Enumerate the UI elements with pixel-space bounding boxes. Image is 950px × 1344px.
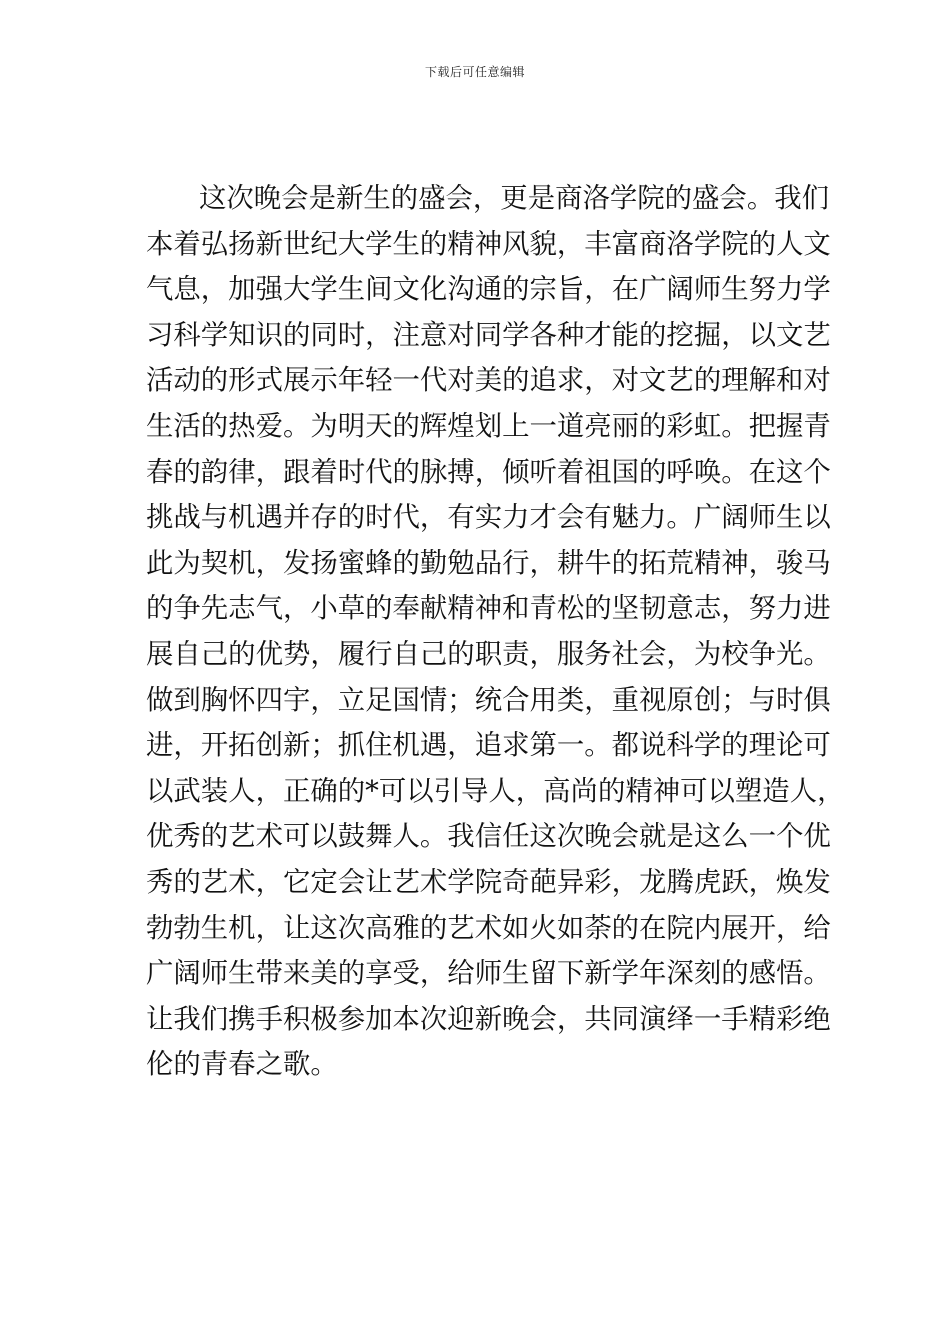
paragraph-line: 以武装人，正确的*可以引导人，高尚的精神可以塑造人， <box>146 775 845 807</box>
paragraph-line: 广阔师生带来美的享受，给师生留下新学年深刻的感悟。 <box>146 958 831 990</box>
paragraph-line: 活动的形式展示年轻一代对美的追求，对文艺的理解和对 <box>146 365 831 397</box>
page-header: 下载后可任意编辑 <box>424 65 525 79</box>
paragraph-line: 优秀的艺术可以鼓舞人。我信任这次晚会就是这么一个优 <box>146 821 831 853</box>
paragraph-line: 做到胸怀四宇，立足国情；统合用类，重视原创；与时俱 <box>146 684 831 716</box>
paragraph-line: 春的韵律，跟着时代的脉搏，倾听着祖国的呼唤。在这个 <box>146 456 831 488</box>
paragraph-line: 本着弘扬新世纪大学生的精神风貌，丰富商洛学院的人文 <box>146 228 831 260</box>
paragraph-line: 的争先志气，小草的奉献精神和青松的坚韧意志，努力进 <box>146 593 831 625</box>
paragraph-line: 进，开拓创新；抓住机遇，追求第一。都说科学的理论可 <box>146 730 831 762</box>
paragraph-line: 挑战与机遇并存的时代，有实力才会有魅力。广阔师生以 <box>146 502 831 534</box>
paragraph-line: 让我们携手积极参加本次迎新晚会，共同演绎一手精彩绝 <box>146 1003 831 1035</box>
paragraph-line: 这次晚会是新生的盛会，更是商洛学院的盛会。我们 <box>199 183 829 214</box>
paragraph-line: 伦的青春之歌。 <box>146 1049 338 1081</box>
paragraph-line: 气息，加强大学生间文化沟通的宗旨，在广阔师生努力学 <box>146 274 831 306</box>
paragraph-line: 此为契机，发扬蜜蜂的勤勉品行，耕牛的拓荒精神，骏马 <box>146 547 831 579</box>
body-paragraph <box>146 176 845 1088</box>
paragraph-line: 勃勃生机，让这次高雅的艺术如火如荼的在院内展开，给 <box>146 912 831 944</box>
paragraph-line: 秀的艺术，它定会让艺术学院奇葩异彩，龙腾虎跃，焕发 <box>146 866 831 898</box>
paragraph-line: 习科学知识的同时，注意对同学各种才能的挖掘，以文艺 <box>146 319 831 351</box>
paragraph-line: 生活的热爱。为明天的辉煌划上一道亮丽的彩虹。把握青 <box>146 410 831 442</box>
paragraph-line: 展自己的优势，履行自己的职责，服务社会，为校争光。 <box>146 638 831 670</box>
